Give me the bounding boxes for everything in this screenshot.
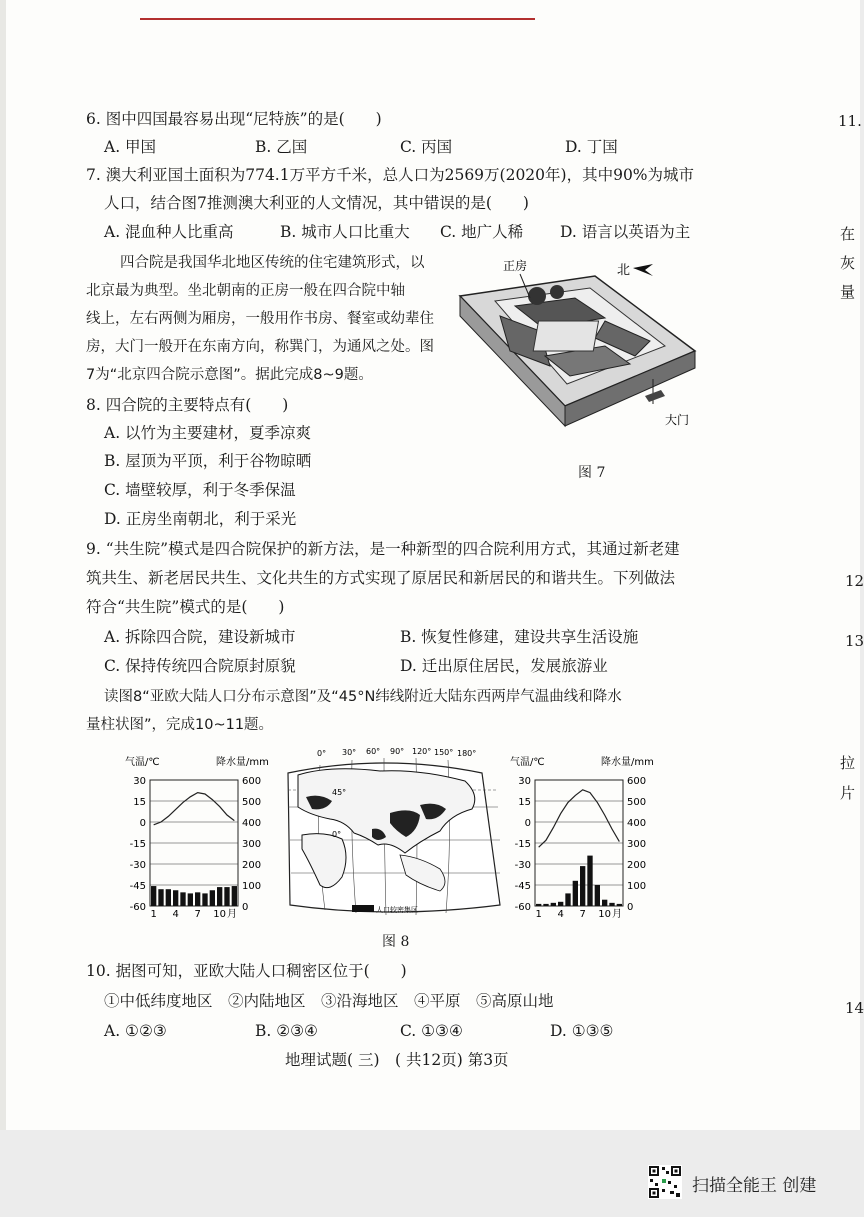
q7-option-a: A. 混血种人比重高 <box>104 223 234 241</box>
intro89-line4: 房，大门一般开在东南方向，称巽门，为通风之处。图 <box>86 339 434 355</box>
q7-line1: 7. 澳大利亚国土面积为774.1万平方千米，总人口为2569万(2020年)，其中90%为城市 <box>86 166 695 184</box>
precip-bar <box>573 881 578 906</box>
intro89-line2: 北京最为典型。坐北朝南的正房一般在四合院中轴 <box>86 283 405 299</box>
temp-tick-label: 30 <box>518 776 531 787</box>
temp-tick-label: 30 <box>133 776 146 787</box>
q8-option-c: C. 墙壁较厚，利于冬季保温 <box>104 481 296 499</box>
label-north: 北 <box>617 263 631 278</box>
precip-bar <box>565 893 570 906</box>
lon-180: 180° <box>457 749 477 758</box>
month-tick-label: 月 <box>612 909 622 920</box>
right-temp-label: 气温/℃ <box>510 757 545 768</box>
q10-option-b: B. ②③④ <box>255 1022 318 1040</box>
eurasia-population-map <box>288 747 500 915</box>
precip-tick-label: 500 <box>627 797 647 808</box>
lon-30: 30° <box>342 748 357 757</box>
label-zhengfang: 正房 <box>503 259 528 273</box>
scanner-watermark: 扫描全能王 创建 <box>692 1176 817 1196</box>
precip-bar <box>617 904 622 906</box>
precip-bar <box>602 900 607 906</box>
intro1011-line1: 读图8“亚欧大陆人口分布示意图”及“45°N纬线附近大陆东西两岸气温曲线和降水 <box>104 689 622 705</box>
q10-statements: ①中低纬度地区 ②内陆地区 ③沿海地区 ④平原 ⑤高原山地 <box>104 992 554 1010</box>
precip-tick-label: 500 <box>242 797 262 808</box>
north-arrow-icon <box>633 264 653 276</box>
temp-tick-label: -15 <box>514 839 531 850</box>
intro89-line5: 7为“北京四合院示意图”。据此完成8~9题。 <box>86 367 373 383</box>
q10-option-a: A. ①②③ <box>104 1022 167 1040</box>
month-tick-label: 月 <box>227 909 237 920</box>
lon-0: 0° <box>317 749 327 758</box>
temp-tick-label: 0 <box>524 818 531 829</box>
precip-tick-label: 200 <box>627 860 647 871</box>
q10-stem: 10. 据图可知，亚欧大陆人口稠密区位于( ) <box>86 962 407 980</box>
temperature-line <box>539 790 620 847</box>
precip-bar <box>551 903 556 906</box>
siheyuan-diagram <box>455 256 705 466</box>
edge-text-zai: 在 <box>840 225 856 243</box>
month-tick-label: 1 <box>150 909 157 920</box>
edge-text-la: 拉 <box>840 754 856 772</box>
q6-option-d: D. 丁国 <box>565 138 618 156</box>
qr-code-icon <box>648 1165 682 1199</box>
precip-bar <box>195 892 200 906</box>
lat-45: 45° <box>332 788 347 797</box>
edge-text-13: 13 <box>845 632 864 650</box>
precip-bar <box>166 889 171 906</box>
precip-tick-label: 0 <box>627 902 634 913</box>
edge-text-14: 14 <box>845 999 864 1017</box>
fig7-caption: 图 7 <box>578 465 606 481</box>
temperature-line <box>154 793 235 825</box>
precip-bar <box>173 890 178 906</box>
q9-line1: 9. “共生院”模式是四合院保护的新方法，是一种新型的四合院利用方式，其通过新老建 <box>86 540 680 558</box>
temp-tick-label: 0 <box>139 818 146 829</box>
q9-option-b: B. 恢复性修建，建设共享生活设施 <box>400 628 639 646</box>
precip-tick-label: 200 <box>242 860 262 871</box>
edge-text-pian: 片 <box>840 784 856 802</box>
edge-text-11: 11. <box>838 112 862 130</box>
precip-tick-label: 300 <box>627 839 647 850</box>
lon-150: 150° <box>434 748 454 757</box>
fig8-caption: 图 8 <box>382 934 410 950</box>
precip-tick-label: 100 <box>627 881 647 892</box>
figure8 <box>120 745 654 920</box>
precip-tick-label: 600 <box>627 776 647 787</box>
precip-tick-label: 400 <box>627 818 647 829</box>
precip-tick-label: 400 <box>242 818 262 829</box>
month-tick-label: 7 <box>194 909 201 920</box>
q7-option-c: C. 地广人稀 <box>440 223 524 241</box>
q8-option-a: A. 以竹为主要建材，夏季凉爽 <box>104 424 312 442</box>
lon-90: 90° <box>390 747 405 756</box>
intro89-line3: 线上，左右两侧为厢房，一般用作书房、餐室或幼辈住 <box>86 311 434 327</box>
intro89-line1: 四合院是我国华北地区传统的住宅建筑形式，以 <box>120 255 425 271</box>
q6-option-c: C. 丙国 <box>400 138 453 156</box>
lat-0: 0° <box>332 830 342 839</box>
q8-option-d: D. 正房坐南朝北，利于采光 <box>104 510 297 528</box>
legend-label: 人口较密集区 <box>376 906 418 914</box>
precip-bar <box>536 904 541 906</box>
climate-chart-east <box>510 755 654 920</box>
precip-bar <box>188 893 193 906</box>
temp-tick-label: -15 <box>129 839 146 850</box>
edge-text-12: 12 <box>845 572 864 590</box>
temp-tick-label: -30 <box>514 860 531 871</box>
q9-option-d: D. 迁出原住居民，发展旅游业 <box>400 657 608 675</box>
temp-tick-label: -60 <box>129 902 146 913</box>
label-gate: 大门 <box>665 413 690 427</box>
q7-line2: 人口，结合图7推测澳大利亚的人文情况，其中错误的是( ) <box>104 194 529 212</box>
precip-bar <box>558 902 563 906</box>
month-tick-label: 7 <box>579 909 586 920</box>
right-prec-label: 降水量/mm <box>601 757 654 768</box>
q8-stem: 8. 四合院的主要特点有( ) <box>86 396 289 414</box>
temp-tick-label: -30 <box>129 860 146 871</box>
precip-bar <box>210 890 215 906</box>
precip-bar <box>232 886 237 906</box>
precip-tick-label: 300 <box>242 839 262 850</box>
edge-text-liang: 量 <box>840 283 856 301</box>
q6-option-b: B. 乙国 <box>255 138 308 156</box>
precip-bar <box>580 866 585 906</box>
q9-line3: 符合“共生院”模式的是( ) <box>86 598 285 616</box>
q9-option-a: A. 拆除四合院，建设新城市 <box>104 628 296 646</box>
precip-tick-label: 600 <box>242 776 262 787</box>
left-prec-label: 降水量/mm <box>216 757 269 768</box>
q7-option-d: D. 语言以英语为主 <box>560 223 691 241</box>
month-tick-label: 4 <box>172 909 179 920</box>
precip-bar <box>202 893 207 906</box>
month-tick-label: 4 <box>557 909 564 920</box>
q9-option-c: C. 保持传统四合院原封原貌 <box>104 657 296 675</box>
lon-120: 120° <box>412 747 432 756</box>
month-tick-label: 10 <box>213 909 227 920</box>
precip-tick-label: 100 <box>242 881 262 892</box>
precip-bar <box>224 887 229 906</box>
q6-stem: 6. 图中四国最容易出现“尼特族”的是( ) <box>86 110 382 128</box>
q10-option-c: C. ①③④ <box>400 1022 463 1040</box>
page-edge <box>0 0 6 1130</box>
header-rule <box>140 18 535 20</box>
legend-swatch <box>352 905 374 912</box>
q10-option-d: D. ①③⑤ <box>550 1022 614 1040</box>
intro1011-line2: 量柱状图”，完成10~11题。 <box>86 717 274 733</box>
temp-tick-label: -45 <box>129 881 146 892</box>
month-tick-label: 1 <box>535 909 542 920</box>
temp-tick-label: 15 <box>518 797 531 808</box>
precip-bar <box>595 885 600 906</box>
precip-bar <box>609 903 614 906</box>
lon-60: 60° <box>366 747 381 756</box>
precip-bar <box>158 889 163 906</box>
precip-bar <box>217 887 222 906</box>
month-tick-label: 10 <box>598 909 612 920</box>
left-temp-label: 气温/℃ <box>125 757 160 768</box>
precip-bar <box>180 892 185 906</box>
precip-bar <box>543 904 548 906</box>
climate-chart-west <box>125 755 269 920</box>
q9-line2: 筑共生、新老居民共生、文化共生的方式实现了原居民和新居民的和谐共生。下列做法 <box>86 569 676 587</box>
q7-option-b: B. 城市人口比重大 <box>280 223 410 241</box>
q8-option-b: B. 屋顶为平顶，利于谷物晾晒 <box>104 452 312 470</box>
temp-tick-label: -45 <box>514 881 531 892</box>
q6-option-a: A. 甲国 <box>104 138 157 156</box>
edge-text-hui: 灰 <box>840 254 856 272</box>
precip-bar <box>151 886 156 906</box>
precip-bar <box>587 856 592 906</box>
temp-tick-label: 15 <box>133 797 146 808</box>
page-footer: 地理试题( 三) ( 共12页) 第3页 <box>285 1051 509 1069</box>
precip-tick-label: 0 <box>242 902 249 913</box>
temp-tick-label: -60 <box>514 902 531 913</box>
